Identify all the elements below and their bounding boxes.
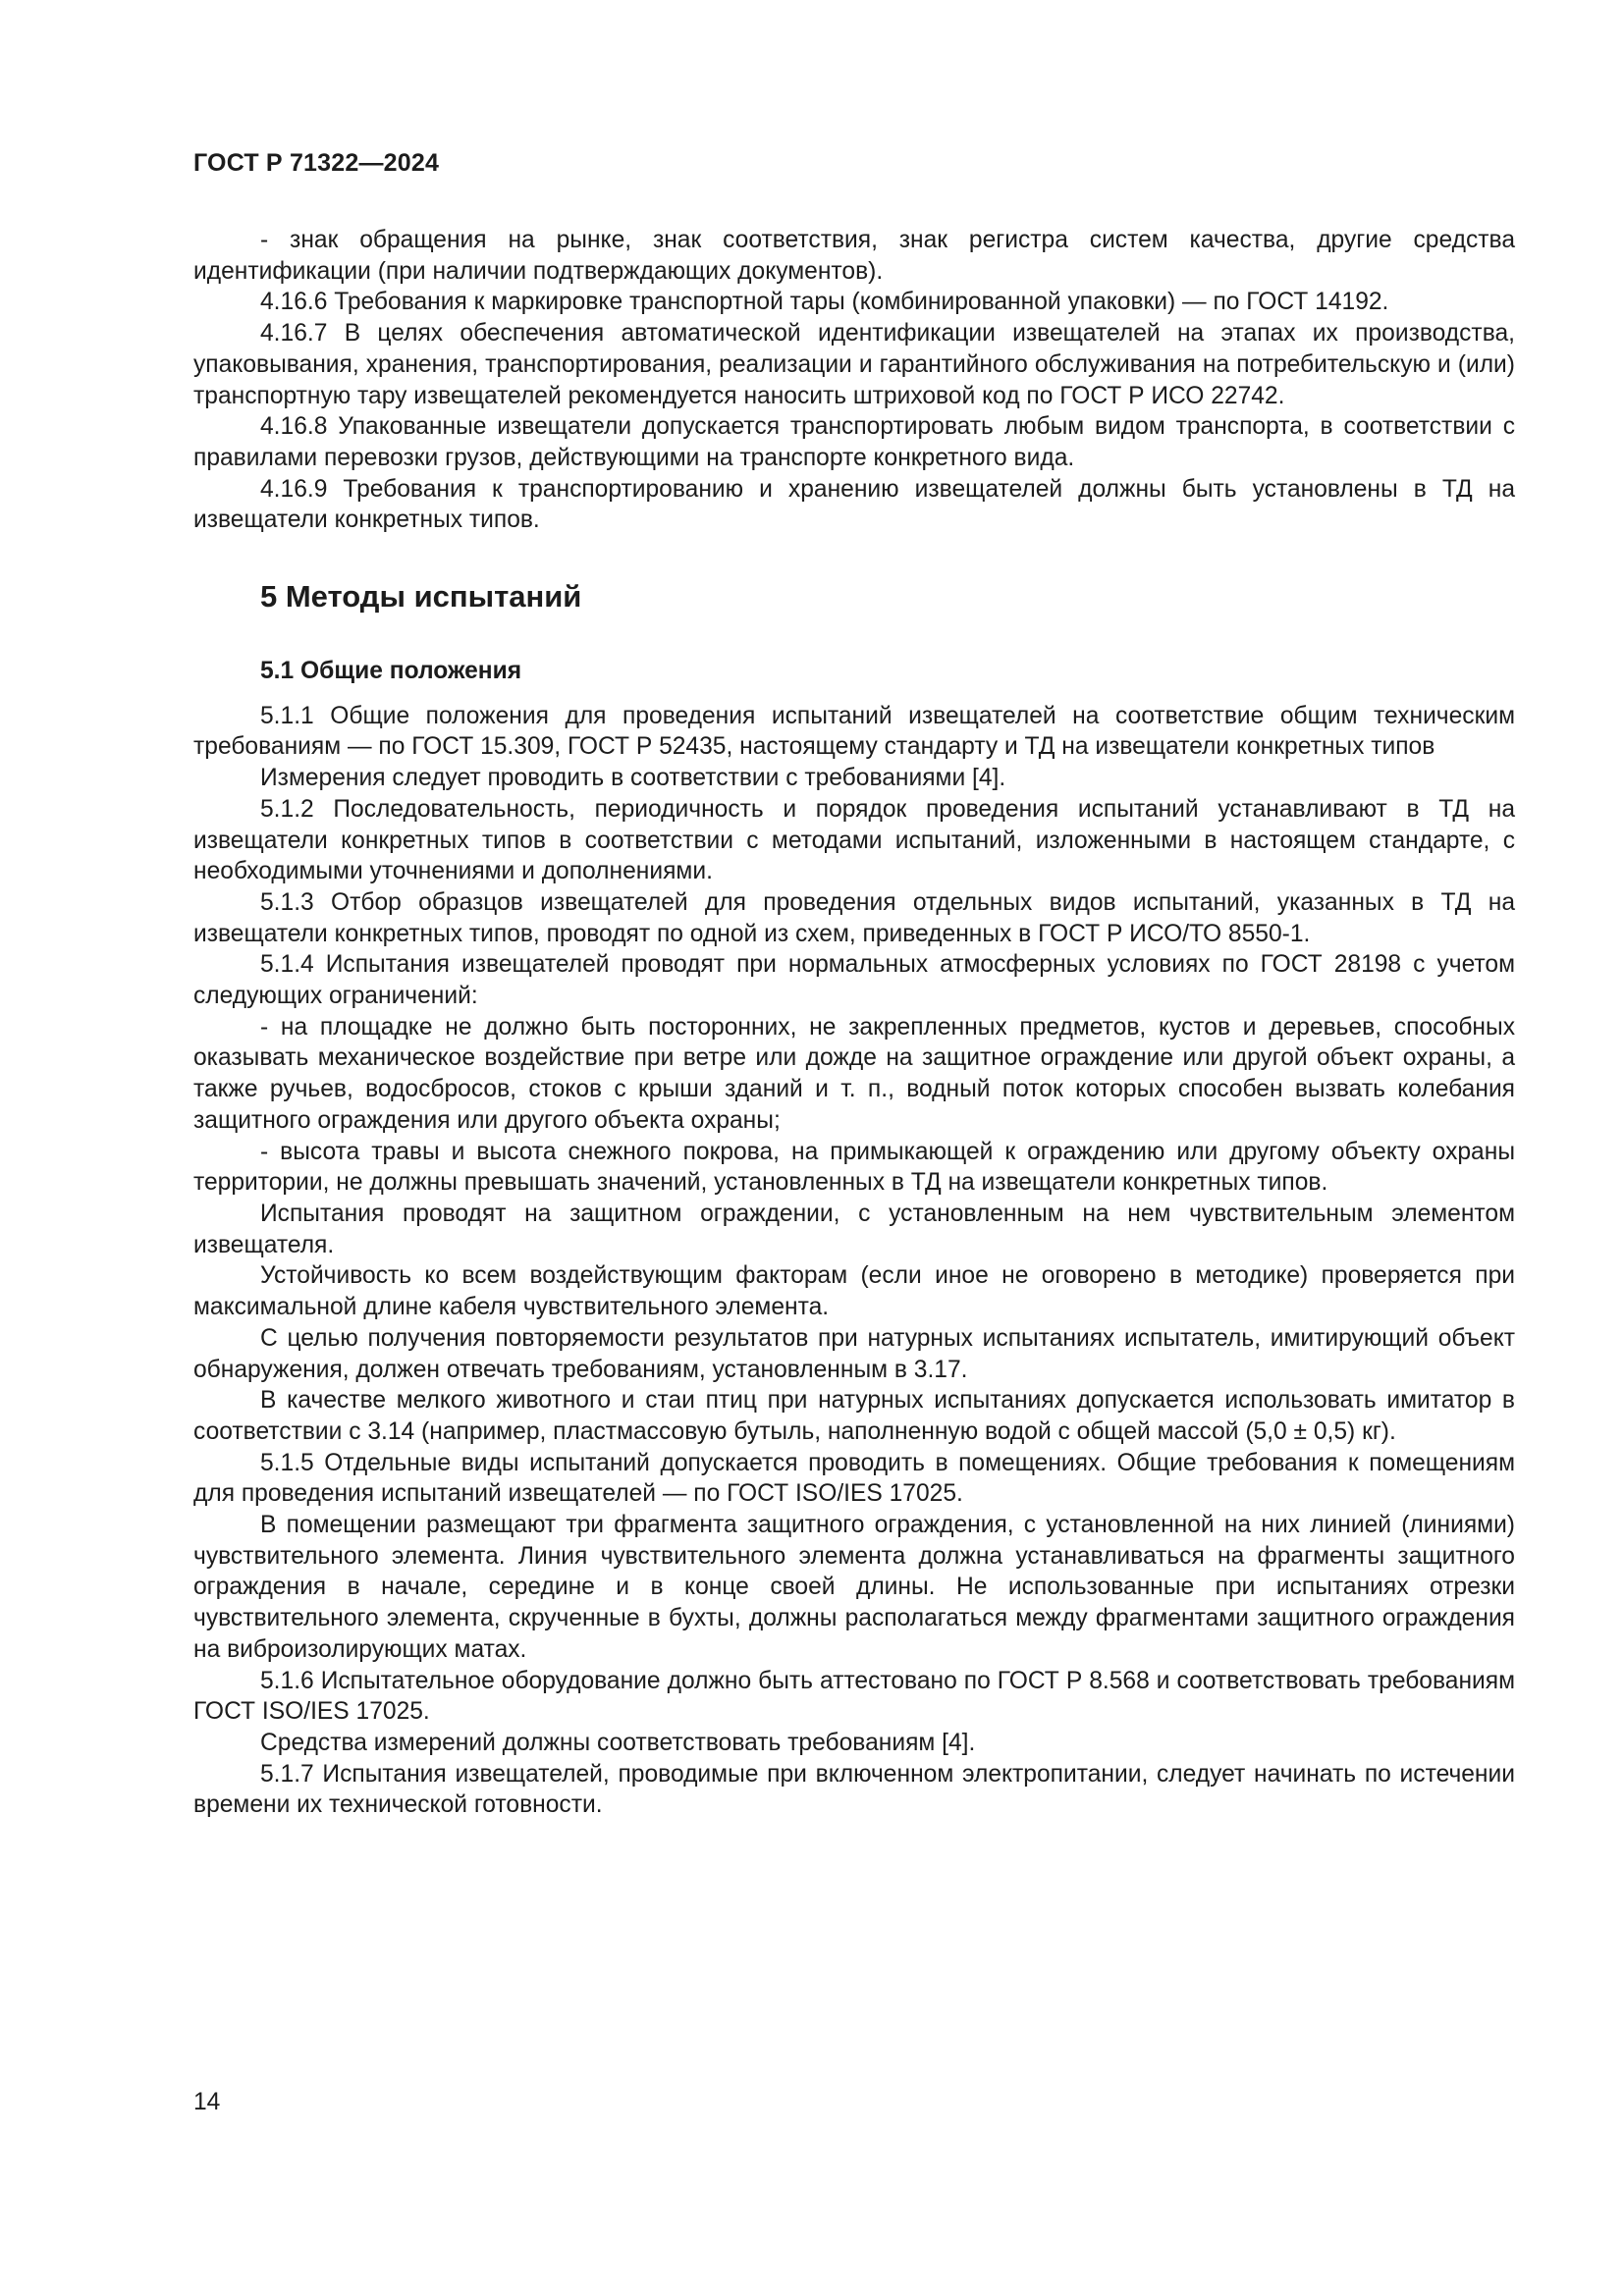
paragraph-5-1-6: 5.1.6 Испытательное оборудование должно быть аттестовано по ГОСТ Р 8.568 и соответствовать требованиям ГОСТ ISO/IES 17025. — [193, 1667, 1515, 1726]
subsection-heading: 5.1 Общие положения — [260, 658, 522, 685]
paragraph-5-1-7: 5.1.7 Испытания извещателей, проводимые при включенном электропитании, следует начинать по истечении времени их технической готовности. — [193, 1760, 1515, 1819]
paragraph-5-1-3: 5.1.3 Отбор образцов извещателей для проведения отдельных видов испытаний, указанных в ТД на извещатели конкретных типов, проводят по одной из схем, приведенных в ГОСТ Р ИСО/ТО 8550-1. — [193, 888, 1515, 947]
document-body — [193, 225, 1515, 1821]
list-item-grass-snow-height: - высота травы и высота снежного покрова, на примыкающей к ограждению или другому объекту охраны территории, не должны превышать значений, установленных в ТД на извещатели конкретных типов. — [193, 1138, 1515, 1197]
paragraph-5-1-2: 5.1.2 Последовательность, периодичность и порядок проведения испытаний устанавливают в ТД на извещатели конкретных типов в соответствии с методами испытаний, изложенными в настоящем стандарте, с необходимыми уточнениями и дополнениями. — [193, 795, 1515, 885]
paragraph-indoor-fragments: В помещении размещают три фрагмента защитного ограждения, с установленной на них линией (линиями) чувствительного элемента. Линия чувствительного элемента должна устанавливаться на фрагменты защитного ограждения в начале, середине и в конце своей длины. Не использованные при испытаниях отрезки чувствительного элемента, скрученные в бухты, должны располагаться между фрагментами защитного ограждения на виброизолирующих матах. — [193, 1512, 1515, 1663]
paragraph-resistance-check: Устойчивость ко всем воздействующим факторам (если иное не оговорено в методике) проверяется при максимальной длине кабеля чувствительного элемента. — [193, 1262, 1515, 1321]
document-code-header: ГОСТ Р 71322—2024 — [193, 149, 440, 177]
section-heading: 5 Методы испытаний — [260, 579, 582, 614]
paragraph-marking-note: - знак обращения на рынке, знак соответствия, знак регистра систем качества, другие средства идентификации (при наличии подтверждающих документов). — [193, 227, 1515, 285]
paragraph-measurements: Измерения следует проводить в соответствии с требованиями [4]. — [260, 765, 1006, 792]
paragraph-animal-imitator: В качестве мелкого животного и стаи птиц при натурных испытаниях допускается использовать имитатор в соответствии с 3.14 (например, пластмассовую бутыль, наполненную водой с общей массой (5,0 ± 0,5) кг). — [193, 1387, 1515, 1445]
page-number: 14 — [193, 2089, 221, 2115]
paragraph-tester-requirements: С целью получения повторяемости результатов при натурных испытаниях испытатель, имитирующий объект обнаружения, должен отвечать требованиям, установленным в 3.17. — [193, 1324, 1515, 1383]
paragraph-4-16-7: 4.16.7 В целях обеспечения автоматической идентификации извещателей на этапах их производства, упаковывания, хранения, транспортирования, реализации и гарантийного обслуживания на потребительскую и (или) транспортную тару извещателей рекомендуется наносить штриховой код по ГОСТ Р ИСО 22742. — [193, 320, 1515, 409]
list-item-site-restrictions: - на площадке не должно быть посторонних, не закрепленных предметов, кустов и деревьев, способных оказывать механическое воздействие при ветре или дожде на защитное ограждение или другой объект охраны, а также ручьев, водосбросов, стоков с крыши зданий и т. п., водный поток которых способен вызвать колебания защитного ограждения или другого объекта охраны; — [193, 1013, 1515, 1134]
paragraph-5-1-4: 5.1.4 Испытания извещателей проводят при нормальных атмосферных условиях по ГОСТ 28198 с учетом следующих ограничений: — [193, 951, 1515, 1010]
paragraph-measuring-instruments: Средства измерений должны соответствовать требованиям [4]. — [260, 1729, 976, 1756]
paragraph-4-16-8: 4.16.8 Упакованные извещатели допускается транспортировать любым видом транспорта, в соответствии с правилами перевозки грузов, действующими на транспорте конкретного вида. — [193, 413, 1515, 471]
paragraph-4-16-9: 4.16.9 Требования к транспортированию и хранению извещателей должны быть установлены в ТД на извещатели конкретных типов. — [193, 475, 1515, 534]
paragraph-4-16-6: 4.16.6 Требования к маркировке транспортной тары (комбинированной упаковки) — по ГОСТ 14192. — [260, 289, 1389, 316]
paragraph-test-on-fence: Испытания проводят на защитном ограждении, с установленным на нем чувствительным элементом извещателя. — [193, 1200, 1515, 1258]
paragraph-5-1-5: 5.1.5 Отдельные виды испытаний допускается проводить в помещениях. Общие требования к помещениям для проведения испытаний извещателей — по ГОСТ ISO/IES 17025. — [193, 1449, 1515, 1508]
paragraph-5-1-1: 5.1.1 Общие положения для проведения испытаний извещателей на соответствие общим техническим требованиям — по ГОСТ 15.309, ГОСТ Р 52435, настоящему стандарту и ТД на извещатели конкретных типов — [193, 702, 1515, 761]
